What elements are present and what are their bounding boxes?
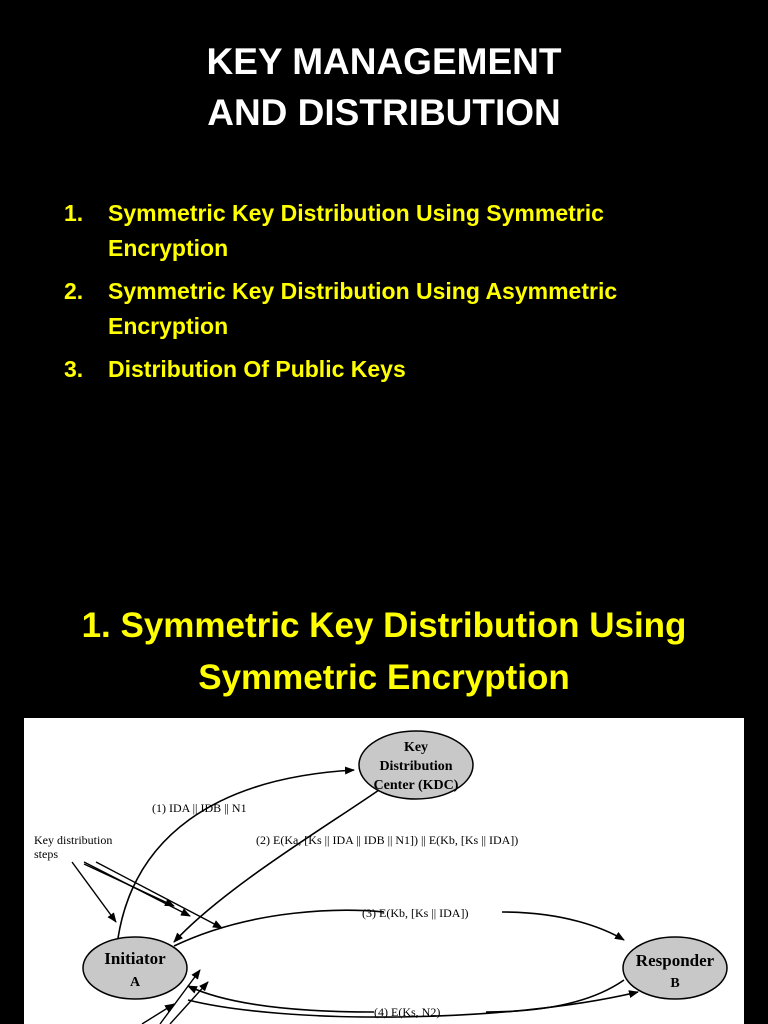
topic-number: 3. [64,356,84,382]
section-title-line-2: Symmetric Encryption [198,658,570,697]
section-title [0,600,768,704]
topic-number: 2. [64,278,84,304]
kdc-node [359,731,473,799]
topic-item [64,274,724,344]
kdc-label-2: Distribution [379,759,453,774]
steps-label-1: Key distribution [34,833,113,847]
message-2-label: (2) E(Ka, [Ks || IDA || IDB || N1]) || E(Kb, [Ks || IDA]) [256,833,519,847]
topic-text: Symmetric Key Distribution Using Symmetric Encryption [108,200,604,261]
slide-title [0,36,768,138]
topic-item [64,352,724,387]
initiator-node [83,937,187,999]
responder-label-2: B [670,976,680,991]
topic-number: 1. [64,200,84,226]
slide-title-line-1: KEY MANAGEMENT [206,41,562,82]
message-3-label: (3) E(Kb, [Ks || IDA]) [362,906,469,920]
message-1-label: (1) IDA || IDB || N1 [152,801,247,815]
kdc-label-3: Center (KDC) [373,778,459,793]
responder-label-1: Responder [635,951,715,970]
topic-list [64,196,724,395]
topic-text: Distribution Of Public Keys [108,356,406,382]
kdc-diagram-svg [24,718,744,1024]
message-4-label: (4) E(Ks, N2) [374,1005,441,1019]
steps-label-2: steps [34,847,58,861]
section-title-line-1: 1. Symmetric Key Distribution Using [81,606,687,645]
initiator-label-2: A [129,975,141,990]
responder-node [623,937,727,999]
topic-text: Symmetric Key Distribution Using Asymmetric Encryption [108,278,618,339]
slide-title-line-2: AND DISTRIBUTION [207,92,561,133]
topic-item [64,196,724,266]
message-1-arrow [118,770,354,938]
kdc-diagram [24,718,744,1024]
kdc-label-1: Key [403,740,429,755]
initiator-label-1: Initiator [104,949,166,968]
